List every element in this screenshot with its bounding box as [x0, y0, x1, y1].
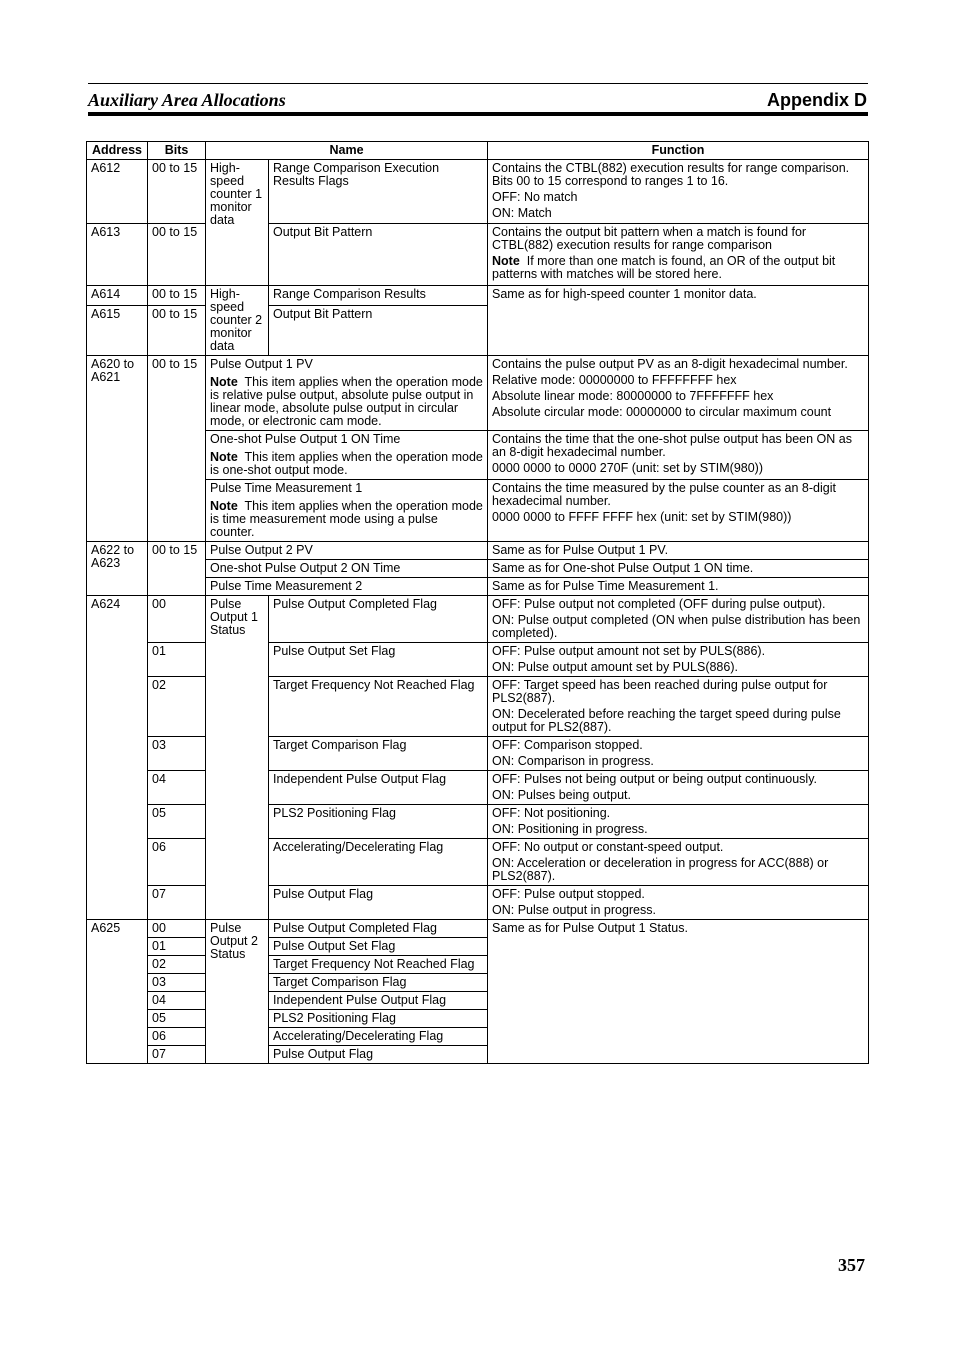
name-cell — [206, 431, 488, 480]
function-text: 0000 0000 to 0000 270F (unit: set by STIM(980)) — [492, 461, 764, 475]
note-text: This item applies when the operation mode is time measurement mode using a pulse counter. — [210, 499, 483, 539]
name-cell: Independent Pulse Output Flag — [269, 992, 488, 1010]
bits-cell: 04 — [148, 992, 206, 1010]
function-text: Absolute circular mode: 00000000 to circular maximum count — [492, 405, 832, 419]
bits-cell: 02 — [148, 956, 206, 974]
name-cell — [206, 480, 488, 542]
function-text: ON: Acceleration or deceleration in progress for ACC(888) or PLS2(887). — [492, 856, 829, 883]
bits-cell: 00 to 15 — [148, 224, 206, 286]
function-cell — [488, 771, 869, 805]
function-cell — [488, 224, 869, 286]
address-cell: A625 — [87, 920, 148, 1064]
a625-section — [87, 920, 869, 1064]
bits-cell: 01 — [148, 938, 206, 956]
function-text: OFF: Pulse output stopped. — [492, 887, 645, 901]
note-text: This item applies when the operation mode is relative pulse output, absolute pulse output in linear mode, absolute pulse output in circular mode, or electronic cam mode. — [210, 375, 483, 428]
function-text: ON: Comparison in progress. — [492, 754, 654, 768]
function-cell — [488, 596, 869, 643]
function-cell — [488, 480, 869, 542]
function-text: ON: Decelerated before reaching the target speed during pulse output for PLS2(887). — [492, 707, 841, 734]
name-cell: Pulse Output Set Flag — [269, 938, 488, 956]
table-row — [87, 805, 869, 839]
table-row — [87, 224, 869, 286]
bits-cell: 00 to 15 — [148, 542, 206, 596]
header-top-rule — [88, 83, 868, 84]
name-cell: Target Frequency Not Reached Flag — [269, 956, 488, 974]
table-row — [87, 737, 869, 771]
bits-cell: 00 to 15 — [148, 356, 206, 542]
name-cell: Pulse Output 2 PV — [206, 542, 488, 560]
bits-cell: 03 — [148, 974, 206, 992]
function-cell — [488, 839, 869, 886]
note-label: Note — [210, 450, 238, 464]
table-row — [87, 886, 869, 920]
function-text: Contains the pulse output PV as an 8-digit hexadecimal number. — [492, 357, 848, 371]
function-text: 0000 0000 to FFFF FFFF hex (unit: set by STIM(980)) — [492, 510, 792, 524]
function-cell: Same as for Pulse Output 1 Status. — [488, 920, 869, 1064]
function-cell: Same as for Pulse Time Measurement 1. — [488, 578, 869, 596]
address-cell: A624 — [87, 596, 148, 920]
table-row — [87, 286, 869, 306]
name-cell: Range Comparison Results — [269, 286, 488, 306]
note-text: This item applies when the operation mode is one-shot output mode. — [210, 450, 483, 477]
function-text: OFF: Pulse output not completed (OFF during pulse output). — [492, 597, 826, 611]
function-text: ON: Pulse output in progress. — [492, 903, 656, 917]
bits-cell: 05 — [148, 805, 206, 839]
bits-cell: 07 — [148, 1046, 206, 1064]
bits-cell: 00 to 15 — [148, 160, 206, 224]
bits-cell: 06 — [148, 839, 206, 886]
function-text: OFF: No output or constant-speed output. — [492, 840, 724, 854]
function-text: ON: Match — [492, 206, 552, 220]
function-cell — [488, 160, 869, 224]
function-cell: Same as for Pulse Output 1 PV. — [488, 542, 869, 560]
name-cell: Pulse Output Completed Flag — [269, 920, 488, 938]
table-row — [87, 160, 869, 224]
bits-cell: 03 — [148, 737, 206, 771]
column-header-name: Name — [206, 142, 488, 160]
section-title: Auxiliary Area Allocations — [88, 90, 286, 110]
note-text: If more than one match is found, an OR of the output bit patterns with matches will be stored here. — [492, 254, 836, 281]
name-cell: Pulse Output Flag — [269, 886, 488, 920]
name-cell: One-shot Pulse Output 2 ON Time — [206, 560, 488, 578]
name-note — [210, 500, 483, 539]
function-text: Relative mode: 00000000 to FFFFFFFF hex — [492, 373, 737, 387]
group-cell: Pulse Output 1 Status — [206, 596, 269, 920]
function-text: OFF: No match — [492, 190, 578, 204]
function-text: ON: Positioning in progress. — [492, 822, 648, 836]
name-cell: Output Bit Pattern — [269, 224, 488, 286]
name-cell: Pulse Output Flag — [269, 1046, 488, 1064]
bits-cell: 00 to 15 — [148, 306, 206, 356]
address-cell: A615 — [87, 306, 148, 356]
function-cell — [488, 643, 869, 677]
function-note — [492, 255, 864, 281]
group-cell: High-speed counter 2 monitor data — [206, 286, 269, 356]
table-row — [87, 356, 869, 431]
name-cell: Output Bit Pattern — [269, 306, 488, 356]
note-label: Note — [210, 499, 238, 513]
name-text: Pulse Output 1 PV — [210, 357, 313, 371]
address-cell: A620 to A621 — [87, 356, 148, 542]
name-cell: PLS2 Positioning Flag — [269, 1010, 488, 1028]
name-note — [210, 451, 483, 477]
address-cell: A613 — [87, 224, 148, 286]
bits-cell: 01 — [148, 643, 206, 677]
function-text: Absolute linear mode: 80000000 to 7FFFFFFF hex — [492, 389, 774, 403]
function-text: Contains the time that the one-shot pulse output has been ON as an 8-digit hexadecimal number. — [492, 432, 852, 459]
note-label: Note — [492, 254, 520, 268]
group-cell: High-speed counter 1 monitor data — [206, 160, 269, 286]
function-text: OFF: Pulses not being output or being output continuously. — [492, 772, 817, 786]
name-cell: Target Comparison Flag — [269, 974, 488, 992]
table-row — [87, 643, 869, 677]
function-cell — [488, 356, 869, 431]
function-text: OFF: Pulse output amount not set by PULS(886). — [492, 644, 766, 658]
table-row — [87, 771, 869, 805]
function-text: OFF: Target speed has been reached during pulse output for PLS2(887). — [492, 678, 828, 705]
header-thick-rule — [88, 112, 868, 116]
function-cell: Same as for high-speed counter 1 monitor data. — [488, 286, 869, 356]
name-cell: PLS2 Positioning Flag — [269, 805, 488, 839]
column-header-function: Function — [488, 142, 869, 160]
name-cell: Pulse Time Measurement 2 — [206, 578, 488, 596]
bits-cell: 05 — [148, 1010, 206, 1028]
name-cell: Target Comparison Flag — [269, 737, 488, 771]
name-cell: Range Comparison Execution Results Flags — [269, 160, 488, 224]
name-cell: Target Frequency Not Reached Flag — [269, 677, 488, 737]
note-label: Note — [210, 375, 238, 389]
table-row — [87, 596, 869, 643]
function-text: Contains the CTBL(882) execution results for range comparison. Bits 00 to 15 correspond to ranges 1 to 16. — [492, 161, 850, 188]
page-number: 357 — [838, 1255, 865, 1275]
bits-cell: 02 — [148, 677, 206, 737]
table-row — [87, 677, 869, 737]
function-cell — [488, 431, 869, 480]
table-row — [87, 920, 869, 938]
appendix-label: Appendix D — [766, 90, 867, 110]
bits-cell: 06 — [148, 1028, 206, 1046]
function-text: Contains the output bit pattern when a match is found for CTBL(882) execution results for range comparison — [492, 225, 807, 252]
address-cell: A614 — [87, 286, 148, 306]
group-cell: Pulse Output 2 Status — [206, 920, 269, 1064]
address-cell: A612 — [87, 160, 148, 224]
function-cell — [488, 737, 869, 771]
name-cell: Pulse Output Set Flag — [269, 643, 488, 677]
function-text: OFF: Not positioning. — [492, 806, 611, 820]
function-cell — [488, 805, 869, 839]
function-cell: Same as for One-shot Pulse Output 1 ON time. — [488, 560, 869, 578]
name-cell: Accelerating/Decelerating Flag — [269, 839, 488, 886]
table-row — [87, 839, 869, 886]
bits-cell: 04 — [148, 771, 206, 805]
function-text: Contains the time measured by the pulse counter as an 8-digit hexadecimal number. — [492, 481, 836, 508]
function-cell — [488, 677, 869, 737]
address-cell: A622 to A623 — [87, 542, 148, 596]
function-text: ON: Pulse output completed (ON when pulse distribution has been completed). — [492, 613, 861, 640]
bits-cell: 00 to 15 — [148, 286, 206, 306]
bits-cell: 00 — [148, 596, 206, 643]
table-row — [87, 542, 869, 560]
name-cell: Accelerating/Decelerating Flag — [269, 1028, 488, 1046]
name-note — [210, 376, 483, 428]
name-cell: Pulse Output Completed Flag — [269, 596, 488, 643]
name-cell — [206, 356, 488, 431]
function-text: OFF: Comparison stopped. — [492, 738, 643, 752]
auxiliary-area-table — [86, 141, 869, 1064]
bits-cell: 00 — [148, 920, 206, 938]
function-cell — [488, 886, 869, 920]
table-header-row — [87, 142, 869, 160]
name-text: Pulse Time Measurement 1 — [210, 481, 363, 495]
function-text: ON: Pulses being output. — [492, 788, 631, 802]
column-header-address: Address — [87, 142, 148, 160]
a624-section — [87, 596, 869, 920]
column-header-bits: Bits — [148, 142, 206, 160]
bits-cell: 07 — [148, 886, 206, 920]
name-cell: Independent Pulse Output Flag — [269, 771, 488, 805]
function-text: ON: Pulse output amount set by PULS(886). — [492, 660, 738, 674]
name-text: One-shot Pulse Output 1 ON Time — [210, 432, 401, 446]
